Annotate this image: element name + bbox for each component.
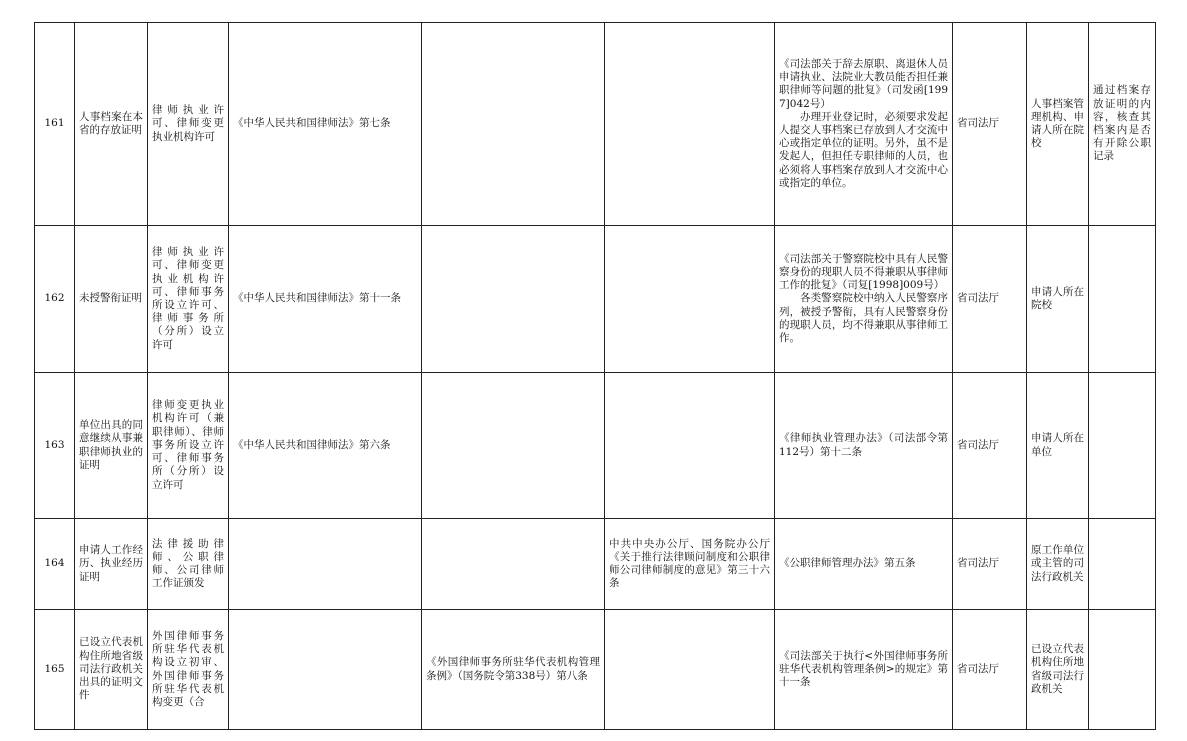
law-basis-cell: 《中华人民共和国律师法》第六条 (229, 373, 422, 519)
department-cell: 省司法厅 (953, 23, 1027, 226)
row-number: 165 (35, 610, 75, 730)
normative-document-title: 《司法部关于辞去原职、离退休人员申请执业、法院业大教员能否担任兼职律师等问题的批复》（司发函[1997]042号） (779, 57, 948, 110)
normative-document-cell (775, 373, 953, 519)
table-row (35, 226, 1156, 373)
department-cell: 省司法厅 (953, 610, 1027, 730)
local-rule-basis-cell (605, 226, 775, 373)
remark-cell (1089, 373, 1156, 519)
local-rule-basis-cell (605, 373, 775, 519)
law-basis-cell (229, 519, 422, 610)
matter-cell: 法律援助律师、公职律师、公司律师工作证颁发 (148, 519, 229, 610)
law-basis-cell (229, 610, 422, 730)
material-name-cell: 未授警衔证明 (75, 226, 148, 373)
certificate-list-table (34, 22, 1156, 730)
normative-document-detail: 各类警察院校中纳入人民警察序列，被授予警衔，具有人民警察身份的现职人员，均不得兼职从事律师工作。 (779, 292, 948, 344)
material-name-cell: 已设立代表机构住所地省级司法行政机关出具的证明文件 (75, 610, 148, 730)
regulation-basis-cell (422, 519, 605, 610)
regulation-basis-cell: 《外国律师事务所驻华代表机构管理条例》（国务院令第338号）第八条 (422, 610, 605, 730)
department-cell: 省司法厅 (953, 226, 1027, 373)
regulation-basis-cell (422, 373, 605, 519)
local-rule-basis-cell: 中共中央办公厅、国务院办公厅《关于推行法律顾问制度和公职律师公司律师制度的意见》第三十六条 (605, 519, 775, 610)
normative-document-title: 《司法部关于警察院校中具有人民警察身份的现职人员不得兼职从事律师工作的批复》（司复[1998]009号） (779, 252, 948, 292)
material-name-cell: 申请人工作经历、执业经历证明 (75, 519, 148, 610)
row-number: 164 (35, 519, 75, 610)
department-cell: 省司法厅 (953, 373, 1027, 519)
table-row (35, 23, 1156, 226)
normative-document-cell (775, 226, 953, 373)
normative-document-title: 《律师执业管理办法》（司法部令第112号）第十二条 (779, 432, 948, 458)
normative-document-cell (775, 519, 953, 610)
issuer-cell: 申请人所在单位 (1027, 373, 1089, 519)
table-row (35, 610, 1156, 730)
issuer-cell: 已设立代表机构住所地省级司法行政机关 (1027, 610, 1089, 730)
matter-cell: 律师执业许可、律师变更执业机构许可、律师事务所设立许可、律师事务所（分所）设立许可 (148, 226, 229, 373)
law-basis-cell: 《中华人民共和国律师法》第七条 (229, 23, 422, 226)
regulation-basis-cell (422, 226, 605, 373)
issuer-cell: 申请人所在院校 (1027, 226, 1089, 373)
regulation-basis-cell (422, 23, 605, 226)
normative-document-cell (775, 23, 953, 226)
table-row (35, 519, 1156, 610)
remark-cell (1089, 610, 1156, 730)
matter-cell: 外国律师事务所驻华代表机构设立初审、外国律师事务所驻华代表机构变更（合 (148, 610, 229, 730)
row-number: 161 (35, 23, 75, 226)
matter-cell: 律师变更执业机构许可（兼职律师）、律师事务所设立许可、律师事务所（分所）设立许可 (148, 373, 229, 519)
matter-cell: 律师执业许可、律师变更执业机构许可 (148, 23, 229, 226)
local-rule-basis-cell (605, 23, 775, 226)
row-number: 162 (35, 226, 75, 373)
remark-cell (1089, 226, 1156, 373)
normative-document-detail: 办理开业登记时，必须要求发起人提交人事档案已存放到人才交流中心或指定单位的证明。另外，虽不是发起人，但担任专职律师的人员，也必须将人事档案存放到人才交流中心或指定的单位。 (779, 110, 948, 189)
material-name-cell: 单位出具的同意继续从事兼职律师执业的证明 (75, 373, 148, 519)
normative-document-title: 《司法部关于执行<外国律师事务所驻华代表机构管理条例>的规定》第十一条 (779, 649, 948, 689)
table-row (35, 373, 1156, 519)
law-basis-cell: 《中华人民共和国律师法》第十一条 (229, 226, 422, 373)
normative-document-cell (775, 610, 953, 730)
row-number: 163 (35, 373, 75, 519)
issuer-cell: 人事档案管理机构、申请人所在院校 (1027, 23, 1089, 226)
normative-document-title: 《公职律师管理办法》第五条 (779, 557, 916, 570)
remark-cell: 通过档案存放证明的内容，核查其档案内是否有开除公职记录 (1089, 23, 1156, 226)
issuer-cell: 原工作单位或主管的司法行政机关 (1027, 519, 1089, 610)
local-rule-basis-cell (605, 610, 775, 730)
material-name-cell: 人事档案在本省的存放证明 (75, 23, 148, 226)
remark-cell (1089, 519, 1156, 610)
department-cell: 省司法厅 (953, 519, 1027, 610)
